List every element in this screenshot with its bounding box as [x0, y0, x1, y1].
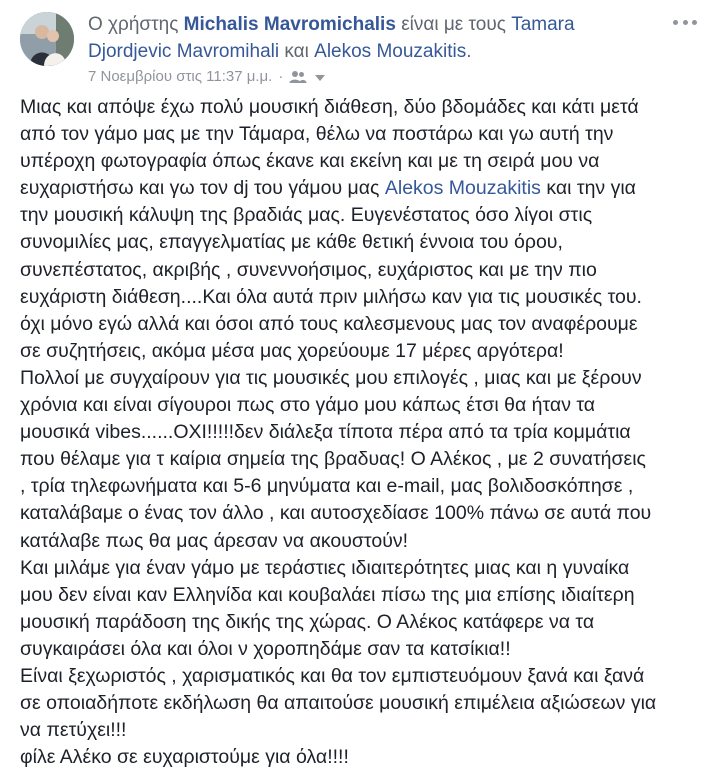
body-line: συγκαιράσει όλα και όλοι ν χοροπηδάμε σαν τα κατσίκια!! [20, 637, 511, 660]
body-line: συνεπέστατος, ακριβής , συνεννοήσιμος, ευχάριστος και με την πιο [20, 258, 597, 281]
body-line: υπέροχη φωτογραφία όπως έκανε και εκείνη και με τη σειρά μου να [20, 150, 600, 173]
body-line: Μιας και απόψε έχω πολύ μουσική διάθεση, δύο βδομάδες και κάτι μετά [20, 96, 639, 118]
more-horizontal-icon-dot [683, 20, 688, 25]
body-line: ευχάριστη διάθεση....Και όλα αυτά πριν μιλήσω καν για τις μουσικές του. [20, 285, 642, 308]
body-line: σε οποιαδήποτε εκδήλωση θα απαιτούσε μουσική επιμέλεια αξιώσεων για [20, 692, 657, 715]
body-line: την μουσική κάλυψη της βραδιάς μας. Ευγενέστατος όσο λίγοι στις [20, 204, 593, 227]
meta-separator: · [278, 68, 284, 85]
mention-link[interactable]: Alekos Mouzakitis [384, 177, 541, 200]
tagged-user-1-link-part2[interactable]: Djordjevic Mavromihali [88, 41, 280, 62]
body-line-after-mention: και την για [540, 177, 636, 200]
tagged-user-2-link[interactable]: Alekos Mouzakitis [314, 41, 467, 62]
header-end-punct: . [466, 41, 472, 62]
body-line: από τον γάμο μας με την Τάμαρα, θέλω να ποστάρω και γω αυτή την [20, 123, 614, 146]
more-horizontal-icon-dot [692, 20, 697, 25]
caret-down-icon[interactable] [315, 75, 325, 81]
post-options-button[interactable] [673, 14, 697, 30]
more-horizontal-icon-dot [673, 20, 678, 25]
post-body [20, 94, 700, 771]
header-with-text: είναι με τους [401, 14, 506, 35]
body-line: , τρία τηλεφωνήματα και 5-6 μηνύματα και e-mail, μας βολιδοσκόπησε , [20, 475, 634, 498]
body-line: Πολλοί με συγχαίρουν για τις μουσικές μου επιλογές , μιας και με ξέρουν [20, 366, 642, 389]
body-line: καταλάβαμε ο ένας τον άλλο , και αυτοσχεδίασε 100% πάνω σε αυτά που [20, 502, 652, 525]
body-line: να πετύχει!!! [20, 719, 127, 742]
body-line: μουσική παράδοση της δικής της χώρας. Ο Αλέκος κατάφερε να τα [20, 610, 595, 633]
body-line [20, 175, 700, 202]
header-and-text: και [284, 41, 309, 62]
body-line: που θέλαμε για τ καίρια σημεία της βραδυας! Ο Αλέκος , με 2 συνατήσεις [20, 448, 646, 471]
author-avatar[interactable] [20, 12, 74, 66]
body-line-before-mention: ευχαριστήσω και γω τον dj του γάμου μας [20, 177, 385, 200]
body-line: Και μιλάμε για έναν γάμο με τεράστιες ιδιαιτερότητες μιας και η γυναίκα [20, 556, 630, 579]
post-header [88, 11, 658, 65]
body-line: φίλε Αλέκο σε ευχαριστούμε για όλα!!!! [20, 746, 349, 769]
post-timestamp[interactable]: 7 Νοεμβρίου στις 11:37 μ.μ. [88, 68, 273, 85]
tagged-user-1-link-part1[interactable]: Tamara [511, 14, 575, 35]
author-name-link[interactable]: Michalis Mavromichalis [183, 14, 396, 35]
body-line: Είναι ξεχωριστός , χαρισματικός και θα τον εμπιστευόμουν ξανά και ξανά [20, 664, 645, 687]
body-line: μουσικά vibes......ΟΧΙ!!!!!δεν διάλεξα τίποτα πέρα από τα τρία κομμάτια [20, 421, 631, 444]
body-line: όχι μόνο εγώ αλλά και όσοι από τους καλεσμενους μας τον αναφέρουμε [20, 312, 638, 335]
post-meta [88, 67, 325, 87]
body-line: μου δεν είναι καν Ελληνίδα και κουβαλάει πίσω της μια επίσης ιδιαίτερη [20, 583, 635, 606]
header-prefix: Ο χρήστης [88, 14, 179, 35]
avatar-photo [20, 12, 74, 66]
body-line: συνομιλίες μας, επαγγελματίας με κάθε θετική έννοια του όρου, [20, 231, 563, 254]
friends-icon-graphic [289, 70, 307, 84]
body-line: σε συζητήσεις, ακόμα μέσα μας χορεύουμε 17 μέρες αργότερα! [20, 339, 564, 362]
body-line: χρόνια και είναι σίγουροι πως στο γάμο μου κάπως έτσι θα ήταν τα [20, 394, 596, 417]
body-line: κατάλαβε πως θα μας άρεσαν να ακουστούν! [20, 529, 409, 552]
friends-icon[interactable] [289, 70, 307, 84]
